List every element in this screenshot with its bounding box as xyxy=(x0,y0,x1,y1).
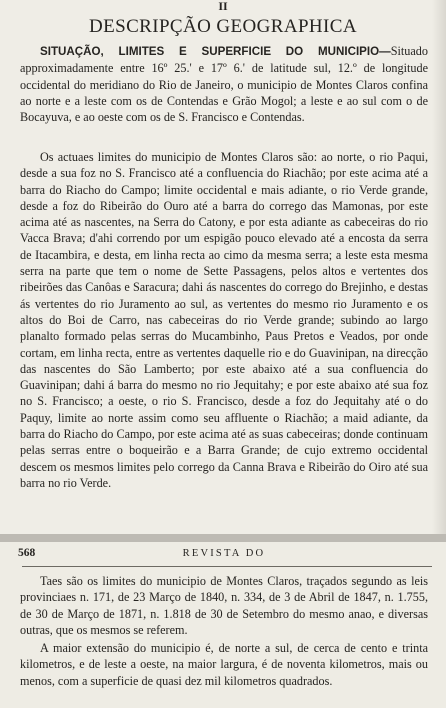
paragraph-extent xyxy=(20,640,428,689)
page-number: 568 xyxy=(18,547,36,559)
paragraph-laws-text: Taes são os limites do municipio de Montes Claros, traçados segundo as leis provinciaes n. 171, de 23 Março de 1840, n. 334, de 3 de Abril de 1847, n. 1.755, de 30 de Março de 1871, n. 1.818 de 30 de Setembro do mesmo anao, e diversas outras, que os mesmos se referem. xyxy=(20,574,428,637)
chapter-numeral: II xyxy=(218,0,228,13)
paragraph-situation-text: Situado approximadamente entre 16º 25.' e 17º 6.' de latitude sul, 12.º de longitude occidental do meridiano do Rio de Janeiro, o municipio de Montes Claros confina ao norte e a leste com os de Contendas e Grão Mogol; a leste e ao sul com o de Bocayuva, e ao oeste com os de S. Francisco e Contendas. xyxy=(20,44,428,125)
paragraph-limits xyxy=(20,149,428,491)
running-header xyxy=(12,547,436,563)
paragraph-limits-text: Os actuaes limites do municipio de Montes Claros são: ao norte, o rio Paqui, desde a sua foz no S. Francisco até a confluencia do Riachão; por este acima até a barra do Riacho do Campo; limite occidental e mais adiante, o rio Verde grande, desde a foz do Ribeirão do Ouro até a barra do corrego das Mamonas, por este acima até as nascentes, na Serra do Catony, e por esta adiante as cabeceiras do rio Vacca Brava; d'ahi correndo por um espigão pouco elevado até a encosta da serra de Itacambira, e desta, em linha recta ao cimo da mesma serra; a leste esta mesma serra na parte que tem o nome de Sette Passagens, pelos altos e vertentes dos ribeirões das Canôas e Saracura; dahi ás nascentes do corrego do Brejinho, e destas ás vertentes do rio Juramento ao sul, as vertentes do mesmo rio Juramento e os altos do Boi de Carro, nas cabeceiras do rio Verde grande; subindo ao largo planalto formado pelas serras do Mucambinho, Paus Pretos e Veados, por onde cortam, em linha recta, entre as vertentes daquelle rio e do Guavinipan, na direcção das nascentes do São Lamberto; por este abaixo até a sua confluencia do Guavinipan; dahi á barra do mesmo no rio Jequitahy; e por este abaixo até sua foz no S. Francisco; a oeste, o rio S. Francisco, desde a foz do Jequitahy até o do Paquy, limite ao norte assim como seu affluente o Riachão; a maid adiante, da barra do Riacho do Campo, por este acima até as suas cabeceiras; donde continuam pelas serras entre o boqueirão e a Barra Grande; de cujo extremo occidental descem os mesmos limites pelo corrego da Canna Brava e Ribeirão do Oiro até sua barra no rio Verde. xyxy=(20,150,428,490)
page-edge-shadow xyxy=(432,0,446,534)
paragraph-extent-text: A maior extensão do municipio é, de norte a sul, de cerca de cento e trinta kilometros, e de leste a oeste, na maior largura, é de noventa kilometros, mais ou menos, com a superficie de quasi dez mil kilometros quadrados. xyxy=(20,641,428,688)
header-rule xyxy=(22,566,432,567)
section-heading: SITUAÇÃO, LIMITES E SUPERFICIE DO MUNICIPIO— xyxy=(40,45,391,58)
page-divider xyxy=(0,534,446,542)
page-title: DESCRIPÇÃO GEOGRAPHICA xyxy=(89,16,357,37)
paragraph-laws xyxy=(20,573,428,638)
running-head: REVISTA DO xyxy=(182,548,266,559)
paragraph-situation xyxy=(20,43,428,125)
